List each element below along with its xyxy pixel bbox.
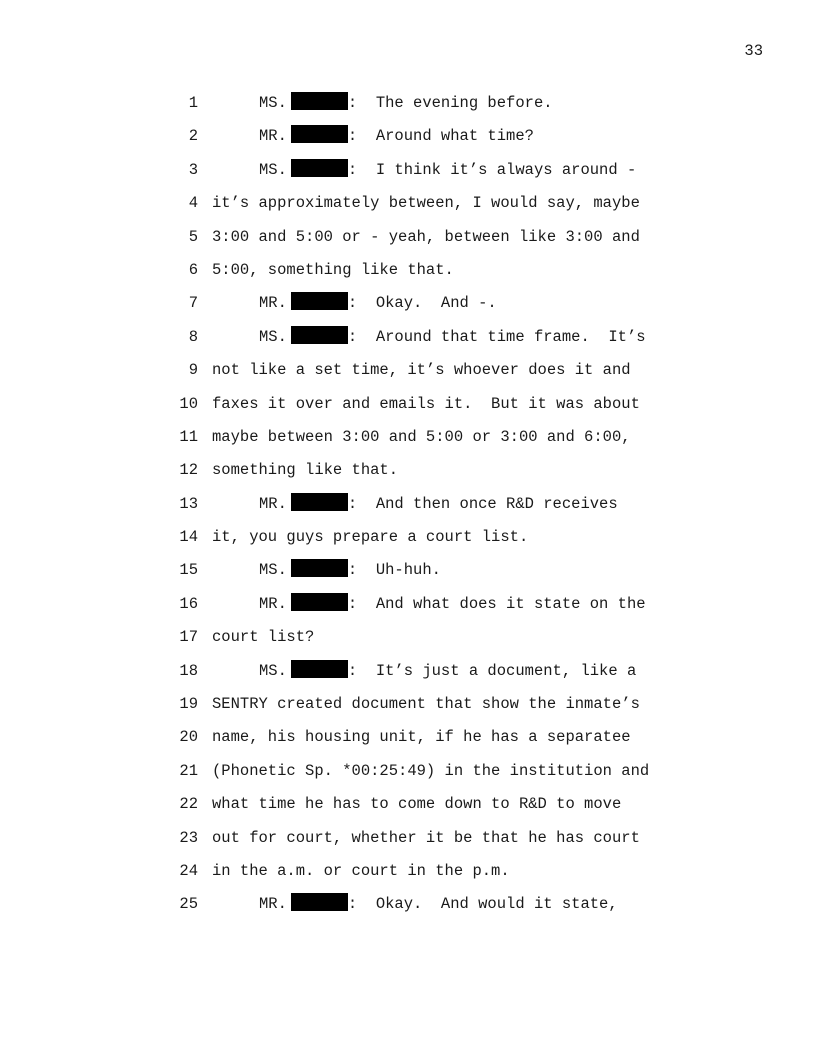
line-number: 17: [179, 628, 198, 647]
line-text: [212, 827, 640, 849]
speech-text: Okay. And -.: [375, 294, 497, 313]
redacted-name-box: [291, 559, 348, 577]
transcript-line: [0, 660, 816, 693]
transcript-line: [0, 693, 816, 726]
speaker-label: MS.: [259, 327, 287, 346]
transcript-line: [0, 559, 816, 592]
speech-text: Okay. And would it state,: [375, 895, 618, 914]
transcript-line: [0, 526, 816, 559]
line-number: 21: [179, 761, 198, 780]
speech-text: it, you guys prepare a court list.: [212, 528, 529, 547]
line-text: [212, 526, 528, 548]
speech-text: out for court, whether it be that he has court: [212, 828, 640, 847]
line-number: 5: [188, 227, 198, 246]
speaker-label: MS.: [259, 94, 287, 112]
line-number: 7: [188, 294, 198, 313]
speaker-label: MS.: [259, 160, 287, 179]
line-text: MR. : And what does it state on the: [259, 594, 646, 613]
line-number: 13: [179, 494, 198, 513]
speech-text: not like a set time, it’s whoever does it and: [212, 361, 631, 380]
line-number: 23: [179, 828, 198, 847]
transcript-body: [0, 92, 816, 927]
transcript-line: [0, 292, 816, 325]
line-number: 11: [179, 427, 198, 446]
transcript-line: [0, 493, 816, 526]
line-text: [212, 359, 631, 381]
transcript-line: [0, 793, 816, 826]
speech-text: it’s approximately between, I would say, maybe: [212, 194, 640, 213]
line-number: 22: [179, 795, 198, 814]
redacted-name-box: [291, 660, 348, 678]
transcript-line: [0, 159, 816, 192]
line-number: 3: [188, 160, 198, 179]
line-text: MS. : Around that time frame. It’s: [259, 327, 646, 346]
speech-text: I think it’s always around -: [375, 160, 637, 179]
speaker-label: MS.: [259, 661, 287, 680]
redacted-name-box: [291, 893, 348, 911]
transcript-line: [0, 326, 816, 359]
speech-text: SENTRY created document that show the inmate’s: [212, 695, 640, 714]
transcript-line: [0, 459, 816, 492]
speaker-label: MR.: [259, 594, 287, 613]
line-number: 14: [179, 528, 198, 547]
speaker-label: MR.: [259, 895, 287, 914]
line-number: 19: [179, 695, 198, 714]
line-text: [212, 726, 631, 748]
speech-text: And then once R&D receives: [375, 494, 618, 513]
line-text: [212, 426, 631, 448]
redacted-name-box: [291, 292, 348, 310]
line-text: [212, 860, 510, 882]
line-text: MR. : And then once R&D receives: [259, 494, 618, 513]
line-number: 8: [188, 327, 198, 346]
line-number: 25: [179, 895, 198, 914]
line-text: [212, 459, 398, 481]
speaker-label: MS.: [259, 561, 287, 580]
transcript-line: [0, 125, 816, 158]
redacted-name-box: [291, 125, 348, 143]
transcript-line: [0, 192, 816, 225]
line-text: MR. : Okay. And would it state,: [259, 895, 618, 914]
transcript-line: [0, 226, 816, 259]
line-number: 2: [188, 127, 198, 146]
line-number: 6: [188, 260, 198, 279]
transcript-line: [0, 860, 816, 893]
speaker-label: MR.: [259, 294, 287, 313]
speech-text: name, his housing unit, if he has a separatee: [212, 728, 631, 747]
line-number: 16: [179, 594, 198, 613]
line-text: [212, 793, 621, 815]
line-number: 24: [179, 861, 198, 880]
speech-text: Around what time?: [375, 127, 534, 146]
speech-text: Uh-huh.: [375, 561, 441, 580]
transcript-line: [0, 359, 816, 392]
transcript-line: [0, 760, 816, 793]
line-number: 15: [179, 561, 198, 580]
line-number: 10: [179, 394, 198, 413]
speech-text: faxes it over and emails it. But it was about: [212, 394, 640, 413]
line-number: 1: [188, 94, 198, 112]
transcript-line: [0, 393, 816, 426]
line-number: 20: [179, 728, 198, 747]
page-number: 33: [744, 42, 763, 60]
transcript-line: [0, 259, 816, 292]
speech-text: 3:00 and 5:00 or - yeah, between like 3:00 and: [212, 227, 640, 246]
line-text: MS. : It’s just a document, like a: [259, 661, 637, 680]
line-text: [212, 259, 454, 281]
line-text: MS. : I think it’s always around -: [259, 160, 637, 179]
redacted-name-box: [291, 493, 348, 511]
transcript-line: [0, 726, 816, 759]
line-text: [212, 226, 640, 248]
transcript-line: [0, 92, 816, 125]
line-number: 12: [179, 461, 198, 480]
line-text: [212, 693, 640, 715]
speech-text: what time he has to come down to R&D to move: [212, 795, 622, 814]
transcript-line: [0, 626, 816, 659]
line-text: MS. : Uh-huh.: [259, 561, 441, 580]
redacted-name-box: [291, 92, 348, 110]
redacted-name-box: [291, 159, 348, 177]
line-text: MR. : Around what time?: [259, 127, 534, 146]
speech-text: (Phonetic Sp. *00:25:49) in the institution and: [212, 761, 650, 780]
line-text: MR. : Okay. And -.: [259, 294, 497, 313]
speech-text: It’s just a document, like a: [375, 661, 637, 680]
line-number: 9: [188, 361, 198, 380]
speech-text: Around that time frame. It’s: [375, 327, 646, 346]
line-number: 18: [179, 661, 198, 680]
speech-text: The evening before.: [375, 94, 553, 112]
transcript-line: [0, 893, 816, 926]
redacted-name-box: [291, 326, 348, 344]
speech-text: in the a.m. or court in the p.m.: [212, 861, 510, 880]
speech-text: court list?: [212, 628, 315, 647]
speech-text: maybe between 3:00 and 5:00 or 3:00 and 6:00,: [212, 427, 631, 446]
speech-text: 5:00, something like that.: [212, 260, 454, 279]
line-number: 4: [188, 194, 198, 213]
speaker-label: MR.: [259, 494, 287, 513]
transcript-line: [0, 426, 816, 459]
speech-text: something like that.: [212, 461, 399, 480]
line-text: [212, 393, 640, 415]
transcript-line: [0, 827, 816, 860]
line-text: MS. : The evening before.: [259, 94, 553, 112]
redacted-name-box: [291, 593, 348, 611]
line-text: [212, 192, 640, 214]
transcript-line: [0, 593, 816, 626]
speaker-label: MR.: [259, 127, 287, 146]
speech-text: And what does it state on the: [375, 594, 646, 613]
line-text: [212, 760, 649, 782]
line-text: [212, 626, 314, 648]
